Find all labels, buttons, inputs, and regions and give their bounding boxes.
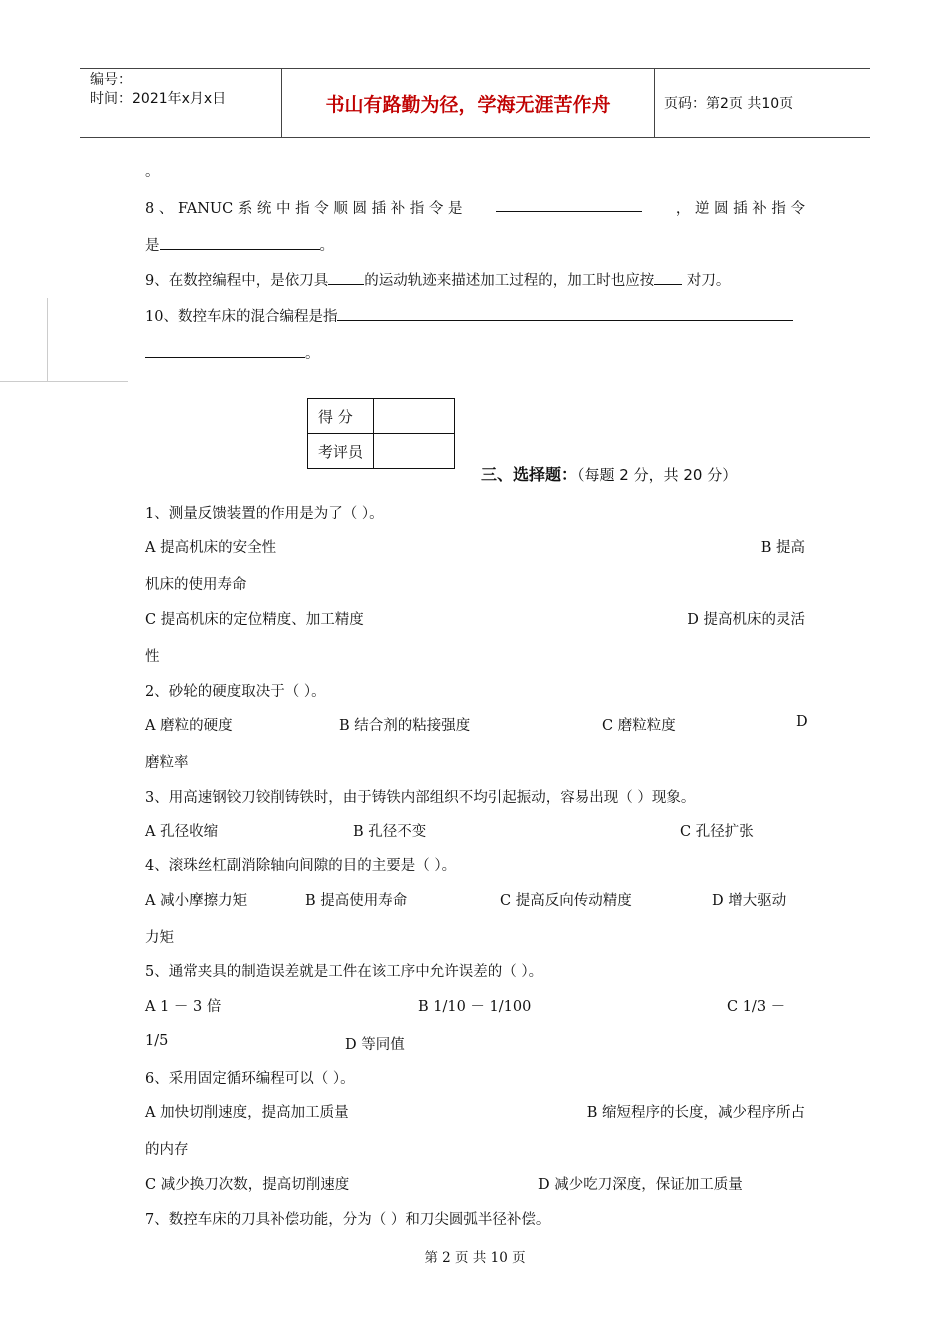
margin-line-vertical (47, 298, 48, 382)
q6-option-c: C 减少换刀次数，提高切削速度 (145, 1177, 350, 1193)
choice-q6: 6、采用固定循环编程可以（ ）。 (145, 1071, 355, 1087)
score-box (307, 398, 455, 469)
time-label: 时间：2021年x月x日 (90, 91, 227, 107)
q1-option-a: A 提高机床的安全性 (145, 540, 277, 556)
choice-q1-options-ab (145, 536, 805, 557)
choice-q5: 5、通常夹具的制造误差就是工件在该工序中允许误差的（ ）。 (145, 964, 544, 980)
q5-option-c-cont: 1/5 (145, 1033, 169, 1049)
q1-option-b-cont: 机床的使用寿命 (145, 577, 247, 593)
q9-text-c: 对刀。 (682, 273, 731, 289)
choice-q2: 2、砂轮的硬度取决于（ ）。 (145, 684, 326, 700)
q2-option-d: D (796, 714, 808, 730)
q8-blank-2 (160, 235, 320, 250)
section-heading (481, 462, 737, 485)
q3-option-b: B 孔径不变 (353, 824, 427, 840)
q2-option-c: C 磨粒粒度 (602, 718, 676, 734)
choice-q4: 4、滚珠丝杠副消除轴向间隙的目的主要是（ ）。 (145, 858, 457, 874)
page-footer: 第 2 页 共 10 页 (424, 1250, 526, 1266)
question-10-line2 (145, 342, 320, 363)
q1-option-d-cont: 性 (145, 649, 160, 665)
q10-blank-1 (337, 306, 793, 321)
margin-line-horizontal (0, 381, 128, 382)
q2-option-d-cont: 磨粒率 (145, 755, 189, 771)
choice-q6-options-ab (145, 1101, 805, 1122)
q3-option-c: C 孔径扩张 (680, 824, 754, 840)
question-8-line2 (145, 234, 334, 255)
choice-q7: 7、数控车床的刀具补偿功能，分为（ ）和刀尖圆弧半径补偿。 (145, 1212, 551, 1228)
q5-option-a: A 1 － 3 倍 (145, 999, 222, 1015)
number-label: 编号： (90, 72, 132, 88)
q8-end: 。 (319, 238, 334, 254)
q9-blank-1 (328, 270, 364, 285)
section-note: （每题 2 分，共 20 分） (577, 466, 738, 484)
choice-q1: 1、测量反馈装置的作用是为了（ ）。 (145, 506, 384, 522)
header-meta (80, 69, 282, 137)
q8-text-b: ， 逆 圆 插 补 指 令 (675, 201, 805, 217)
q6-option-b-cont: 的内存 (145, 1142, 189, 1158)
q9-text-a: 9、在数控编程中，是依刀具 (145, 273, 329, 289)
question-8-line1 (145, 197, 805, 218)
q2-option-a: A 磨粒的硬度 (145, 718, 233, 734)
q6-option-a: A 加快切削速度，提高加工质量 (145, 1105, 349, 1121)
q4-option-b: B 提高使用寿命 (305, 893, 408, 909)
choice-q1-options-cd (145, 608, 805, 629)
grader-label: 考评员 (308, 434, 374, 469)
q1-option-c: C 提高机床的定位精度、加工精度 (145, 612, 364, 628)
question-10-line1 (145, 305, 793, 326)
q10-blank-2 (145, 343, 305, 358)
q6-option-d: D 减少吃刀深度，保证加工质量 (538, 1177, 743, 1193)
q1-option-b: B 提高 (760, 540, 805, 556)
header-motto: 书山有路勤为径，学海无涯苦作舟 (282, 69, 655, 137)
header-page-info: 页码：第2页 共10页 (664, 96, 794, 112)
q10-end: 。 (305, 346, 320, 362)
q5-option-b: B 1/10 － 1/100 (418, 999, 532, 1015)
section-title: 三、选择题： (481, 465, 578, 484)
q8-blank-1 (496, 197, 642, 212)
top-mark: 。 (145, 164, 160, 180)
q8-text-a: 8 、 FANUC 系 统 中 指 令 顺 圆 插 补 指 令 是 (145, 201, 463, 217)
q5-option-c: C 1/3 － (727, 999, 786, 1015)
q4-option-a: A 减小摩擦力矩 (145, 893, 248, 909)
q6-option-b: B 缩短程序的长度，减少程序所占 (586, 1105, 805, 1121)
q10-text: 10、数控车床的混合编程是指 (145, 309, 338, 325)
q5-option-d: D 等同值 (345, 1037, 405, 1053)
score-value-cell[interactable] (374, 399, 455, 434)
question-9 (145, 269, 730, 290)
q9-blank-2 (654, 270, 682, 285)
grader-value-cell[interactable] (374, 434, 455, 469)
q4-option-d-cont: 力矩 (145, 930, 174, 946)
q9-text-b: 的运动轨迹来描述加工过程的，加工时也应按 (364, 273, 655, 289)
q1-option-d: D 提高机床的灵活 (687, 612, 805, 628)
q3-option-a: A 孔径收缩 (145, 824, 219, 840)
q4-option-c: C 提高反向传动精度 (500, 893, 632, 909)
choice-q3: 3、用高速钢铰刀铰削铸铁时，由于铸铁内部组织不均引起振动，容易出现（ ）现象。 (145, 790, 696, 806)
score-label: 得 分 (308, 399, 374, 434)
q2-option-b: B 结合剂的粘接强度 (339, 718, 471, 734)
q4-option-d: D 增大驱动 (712, 893, 787, 909)
q8-text-c: 是 (145, 238, 160, 254)
page-header (80, 68, 870, 138)
